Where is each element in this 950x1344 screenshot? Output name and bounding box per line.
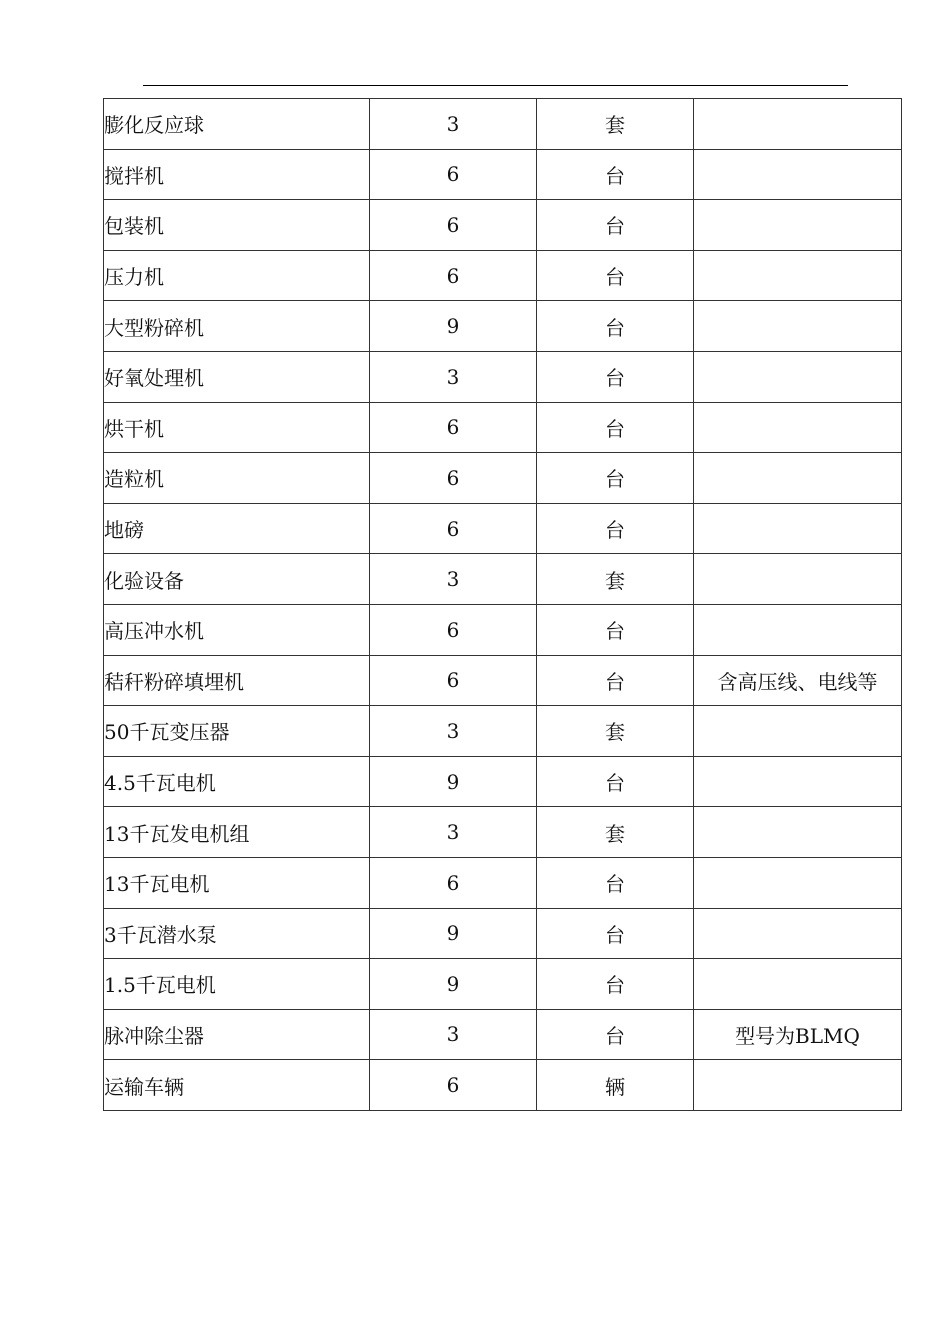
- table-row: [104, 453, 902, 504]
- unit-cell: 台: [537, 301, 694, 352]
- unit-cell: 台: [537, 351, 694, 402]
- equipment-name-cell: 3千瓦潜水泵: [104, 908, 370, 959]
- note-cell: [694, 503, 902, 554]
- equipment-name-cell: 1.5千瓦电机: [104, 959, 370, 1010]
- equipment-name-cell: 高压冲水机: [104, 604, 370, 655]
- equipment-table-body: [104, 99, 902, 1111]
- equipment-name-cell: 包装机: [104, 200, 370, 251]
- note-cell: [694, 706, 902, 757]
- note-cell: [694, 807, 902, 858]
- unit-cell: 台: [537, 453, 694, 504]
- quantity-cell: 6: [370, 402, 537, 453]
- note-cell: [694, 301, 902, 352]
- note-cell: [694, 959, 902, 1010]
- quantity-cell: 9: [370, 959, 537, 1010]
- note-cell: [694, 857, 902, 908]
- table-row: [104, 301, 902, 352]
- note-cell: [694, 908, 902, 959]
- unit-cell: 台: [537, 149, 694, 200]
- table-row: [104, 1060, 902, 1111]
- unit-cell: 台: [537, 1009, 694, 1060]
- table-row: [104, 402, 902, 453]
- quantity-cell: 9: [370, 756, 537, 807]
- table-row: [104, 1009, 902, 1060]
- equipment-name-cell: 搅拌机: [104, 149, 370, 200]
- unit-cell: 套: [537, 99, 694, 150]
- unit-cell: 台: [537, 402, 694, 453]
- quantity-cell: 3: [370, 351, 537, 402]
- table-row: [104, 604, 902, 655]
- unit-cell: 台: [537, 503, 694, 554]
- equipment-name-cell: 造粒机: [104, 453, 370, 504]
- note-cell: [694, 402, 902, 453]
- equipment-name-cell: 大型粉碎机: [104, 301, 370, 352]
- equipment-name-cell: 化验设备: [104, 554, 370, 605]
- table-row: [104, 99, 902, 150]
- quantity-cell: 9: [370, 301, 537, 352]
- unit-cell: 台: [537, 250, 694, 301]
- equipment-table: [103, 98, 902, 1111]
- quantity-cell: 3: [370, 554, 537, 605]
- table-row: [104, 857, 902, 908]
- equipment-name-cell: 13千瓦电机: [104, 857, 370, 908]
- table-row: [104, 200, 902, 251]
- table-row: [104, 149, 902, 200]
- quantity-cell: 3: [370, 1009, 537, 1060]
- unit-cell: 台: [537, 959, 694, 1010]
- unit-cell: 台: [537, 200, 694, 251]
- equipment-name-cell: 膨化反应球: [104, 99, 370, 150]
- table-row: [104, 250, 902, 301]
- note-cell: [694, 99, 902, 150]
- note-cell: 型号为BLMQ: [694, 1009, 902, 1060]
- note-cell: [694, 351, 902, 402]
- equipment-name-cell: 好氧处理机: [104, 351, 370, 402]
- note-cell: [694, 250, 902, 301]
- unit-cell: 台: [537, 756, 694, 807]
- note-cell: 含高压线、电线等: [694, 655, 902, 706]
- unit-cell: 台: [537, 604, 694, 655]
- equipment-name-cell: 秸秆粉碎填埋机: [104, 655, 370, 706]
- table-row: [104, 655, 902, 706]
- note-cell: [694, 1060, 902, 1111]
- quantity-cell: 3: [370, 99, 537, 150]
- quantity-cell: 6: [370, 857, 537, 908]
- note-cell: [694, 453, 902, 504]
- unit-cell: 套: [537, 554, 694, 605]
- quantity-cell: 6: [370, 1060, 537, 1111]
- table-row: [104, 807, 902, 858]
- unit-cell: 台: [537, 908, 694, 959]
- quantity-cell: 3: [370, 706, 537, 757]
- table-row: [104, 503, 902, 554]
- unit-cell: 辆: [537, 1060, 694, 1111]
- equipment-name-cell: 压力机: [104, 250, 370, 301]
- table-row: [104, 756, 902, 807]
- note-cell: [694, 554, 902, 605]
- quantity-cell: 6: [370, 200, 537, 251]
- unit-cell: 台: [537, 857, 694, 908]
- unit-cell: 套: [537, 807, 694, 858]
- quantity-cell: 6: [370, 503, 537, 554]
- table-row: [104, 959, 902, 1010]
- quantity-cell: 3: [370, 807, 537, 858]
- header-rule: [143, 85, 848, 86]
- equipment-name-cell: 4.5千瓦电机: [104, 756, 370, 807]
- quantity-cell: 6: [370, 604, 537, 655]
- note-cell: [694, 200, 902, 251]
- equipment-name-cell: 烘干机: [104, 402, 370, 453]
- equipment-name-cell: 运输车辆: [104, 1060, 370, 1111]
- note-cell: [694, 756, 902, 807]
- table-row: [104, 554, 902, 605]
- equipment-name-cell: 脉冲除尘器: [104, 1009, 370, 1060]
- note-cell: [694, 604, 902, 655]
- table-row: [104, 351, 902, 402]
- quantity-cell: 6: [370, 453, 537, 504]
- quantity-cell: 6: [370, 250, 537, 301]
- equipment-name-cell: 13千瓦发电机组: [104, 807, 370, 858]
- quantity-cell: 9: [370, 908, 537, 959]
- quantity-cell: 6: [370, 655, 537, 706]
- equipment-name-cell: 50千瓦变压器: [104, 706, 370, 757]
- equipment-name-cell: 地磅: [104, 503, 370, 554]
- quantity-cell: 6: [370, 149, 537, 200]
- table-row: [104, 706, 902, 757]
- note-cell: [694, 149, 902, 200]
- unit-cell: 台: [537, 655, 694, 706]
- table-row: [104, 908, 902, 959]
- unit-cell: 套: [537, 706, 694, 757]
